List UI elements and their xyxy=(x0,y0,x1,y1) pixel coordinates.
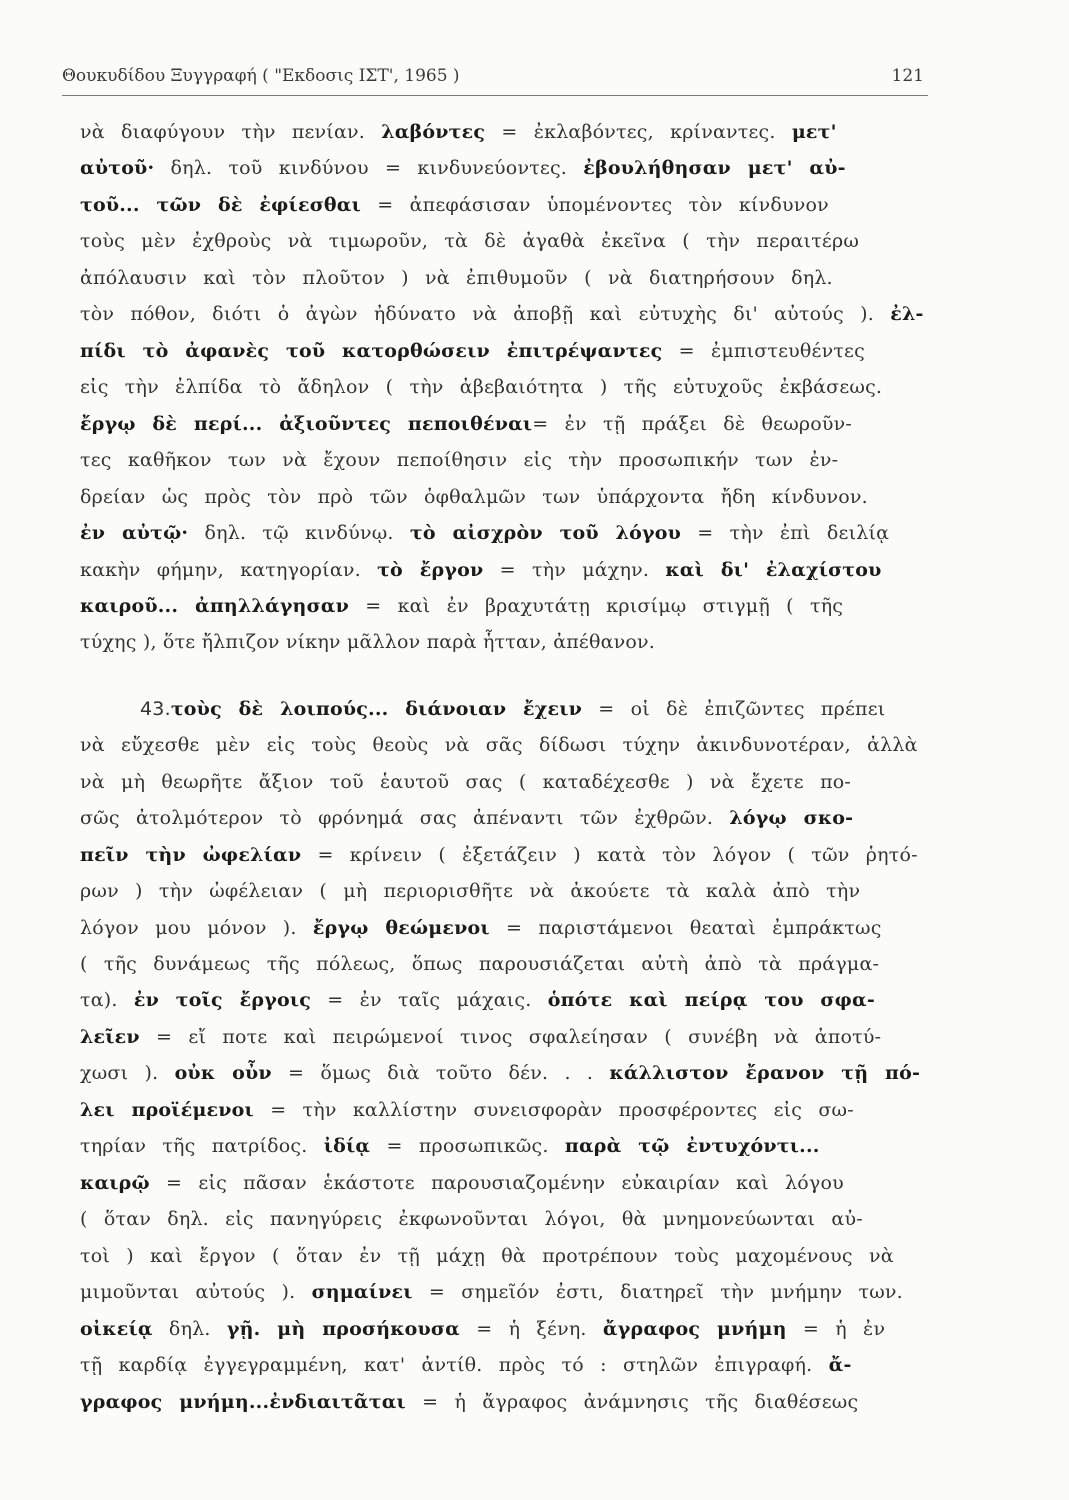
gloss-text: = καὶ ἐν βραχυτάτῃ κρισίμῳ στιγμῇ ( τῆς xyxy=(348,595,844,617)
text-line xyxy=(80,630,655,654)
text-line xyxy=(80,594,843,618)
gloss-text: = ἐμπιστευθέντες xyxy=(662,340,865,362)
text-line xyxy=(80,733,918,757)
text-line xyxy=(80,1353,852,1377)
lemma-term: ἄ- xyxy=(828,1354,852,1376)
gloss-text: = προσωπικῶς. xyxy=(370,1135,565,1157)
text-line xyxy=(80,1171,844,1195)
header-title: Θουκυδίδου Ξυγγραφή ( "Εκδοσις ΙΣΤ', 1965 ) xyxy=(62,66,460,86)
gloss-text: = παριστάμενοι θεαταὶ ἐμπράκτως xyxy=(489,917,882,939)
gloss-text: σῶς ἀτολμότερον τὸ φρόνημά σας ἀπέναντι τῶν ἐχθρῶν. xyxy=(80,807,730,829)
page-number: 121 xyxy=(891,66,924,86)
lemma-term: καιροῦ... ἀπηλλάγησαν xyxy=(80,595,349,617)
text-line xyxy=(80,988,875,1012)
gloss-text: = κρίνειν ( ἐξετάζειν ) κατὰ τὸν λόγον ( τῶν ῥητό- xyxy=(301,844,918,866)
lemma-term: οἰκείᾳ xyxy=(80,1318,153,1340)
text-line xyxy=(80,302,924,326)
text-line xyxy=(80,1280,903,1304)
text-line xyxy=(80,229,859,253)
gloss-text: χωσι ). xyxy=(80,1062,175,1084)
lemma-term: ὁπότε καὶ πείρᾳ του σφα- xyxy=(547,989,875,1011)
gloss-text: = ἐκλαβόντες, κρίναντες. xyxy=(485,121,792,143)
lemma-term: ἰδίᾳ xyxy=(323,1135,371,1157)
text-line xyxy=(80,1207,863,1231)
lemma-term: πίδι τὸ ἀφανὲς τοῦ κατορθώσειν ἐπιτρέψαντες xyxy=(80,340,663,362)
gloss-text: = ἀπεφάσισαν ὑπομένοντες τὸν κίνδυνον xyxy=(361,194,829,216)
lemma-term: γραφος μνήμη...ἐνδιαιτᾶται xyxy=(80,1391,406,1413)
gloss-text: = ἡ ἐν xyxy=(786,1318,886,1340)
lemma-term: καὶ δι' ἐλαχίστου xyxy=(665,559,882,581)
lemma-term: τὸ αἰσχρὸν τοῦ λόγου xyxy=(409,522,682,544)
text-line xyxy=(80,1317,885,1341)
gloss-text: = τὴν μάχην. xyxy=(483,559,666,581)
text-line xyxy=(80,952,879,976)
text-line xyxy=(80,193,829,217)
gloss-text: νὰ διαφύγουν τὴν πενίαν. xyxy=(80,121,382,143)
gloss-text: τῇ καρδίᾳ ἐγγεγραμμένη, κατ' ἀντίθ. πρὸς τό : στηλῶν ἐπιγραφή. xyxy=(80,1354,829,1376)
gloss-text: δηλ. xyxy=(152,1318,227,1340)
lemma-term: ἔργῳ δὲ περί... ἀξιοῦντες πεποιθέναι xyxy=(80,413,533,435)
text-line xyxy=(80,558,882,582)
text-line xyxy=(80,412,852,436)
gloss-text: λόγον μου μόνον ). xyxy=(80,917,313,939)
header-rule xyxy=(62,95,928,96)
text-line xyxy=(80,521,889,545)
lemma-term: λεῖεν xyxy=(80,1026,140,1048)
gloss-text: = τὴν καλλίστην συνεισφορὰν προσφέροντες εἰς σω- xyxy=(253,1099,854,1121)
lemma-term: λαβόντες xyxy=(381,121,486,143)
gloss-text: τοὶ ) καὶ ἔργον ( ὅταν ἐν τῇ μάχῃ θὰ προτρέπουν τοὺς μαχομένους νὰ xyxy=(80,1245,894,1267)
text-line xyxy=(80,266,833,290)
gloss-text: τες καθῆκον των νὰ ἔχουν πεποίθησιν εἰς τὴν προσωπικήν των ἐν- xyxy=(80,449,839,471)
gloss-text: = τὴν ἐπὶ δειλίᾳ xyxy=(681,522,890,544)
gloss-text: εἰς τὴν ἐλπίδα τὸ ἄδηλον ( τὴν ἀβεβαιότητα ) τῆς εὐτυχοῦς ἐκβάσεως. xyxy=(80,376,883,398)
gloss-text: τηρίαν τῆς πατρίδος. xyxy=(80,1135,324,1157)
lemma-term: λει προϊέμενοι xyxy=(80,1099,254,1121)
gloss-text: δηλ. τοῦ κινδύνου = κινδυνεύοντες. xyxy=(154,157,584,179)
gloss-text: ρων ) τὴν ὠφέλειαν ( μὴ περιορισθῆτε νὰ ἀκούετε τὰ καλὰ ἀπὸ τὴν xyxy=(80,880,861,902)
lemma-term: γῇ. μὴ προσήκουσα xyxy=(226,1318,460,1340)
gloss-text: = ἡ ἄγραφος ἀνάμνησις τῆς διαθέσεως xyxy=(405,1391,859,1413)
gloss-text: δηλ. τῷ κινδύνῳ. xyxy=(188,522,410,544)
lemma-term: αὐτοῦ· xyxy=(80,157,155,179)
lemma-term: μετ' xyxy=(791,121,837,143)
text-line xyxy=(80,1390,858,1414)
text-line xyxy=(80,156,846,180)
gloss-text: = σημεῖόν ἐστι, διατηρεῖ τὴν μνήμην των. xyxy=(412,1281,903,1303)
lemma-term: ἔργῳ θεώμενοι xyxy=(312,917,490,939)
text-line xyxy=(80,120,837,144)
gloss-text: = ἐν ταῖς μάχαις. xyxy=(311,989,548,1011)
lemma-term: ἐλ- xyxy=(890,303,924,325)
lemma-term: ἄγραφος μνήμη xyxy=(602,1318,787,1340)
gloss-text: = εἴ ποτε καὶ πειρώμενοί τινος σφαλείησαν ( συνέβη νὰ ἀποτύ- xyxy=(139,1026,882,1048)
text-line xyxy=(80,806,853,830)
gloss-text: μιμοῦνται αὐτούς ). xyxy=(80,1281,312,1303)
text-line xyxy=(80,485,868,509)
text-line xyxy=(80,1244,894,1268)
lemma-term: καιρῷ xyxy=(80,1172,150,1194)
text-line xyxy=(80,879,860,903)
text-line xyxy=(80,375,882,399)
gloss-text: ( ὅταν δηλ. εἰς πανηγύρεις ἐκφωνοῦνται λόγοι, θὰ μνημονεύωνται αὐ- xyxy=(80,1208,863,1230)
gloss-text: ἀπόλαυσιν καὶ τὸν πλοῦτον ) νὰ ἐπιθυμοῦν ( νὰ διατηρήσουν δηλ. xyxy=(80,267,833,289)
gloss-text: τύχης ), ὅτε ἤλπιζον νίκην μᾶλλον παρὰ ἧτταν, ἀπέθανον. xyxy=(80,631,656,653)
lemma-term: τοὺς δὲ λοιπούς... διάνοιαν ἔχειν xyxy=(170,698,582,720)
gloss-text: τοὺς μὲν ἐχθροὺς νὰ τιμωροῦν, τὰ δὲ ἀγαθὰ ἐκεῖνα ( τὴν περαιτέρω xyxy=(80,230,860,252)
gloss-text: = ἡ ξένη. xyxy=(459,1318,603,1340)
text-line xyxy=(80,1098,854,1122)
text-line xyxy=(140,697,885,721)
gloss-text: = ὅμως διὰ τοῦτο δέν. . . xyxy=(271,1062,610,1084)
text-line xyxy=(80,916,882,940)
gloss-text: νὰ μὴ θεωρῆτε ἄξιον τοῦ ἑαυτοῦ σας ( καταδέχεσθε ) νὰ ἔχετε πο- xyxy=(80,771,852,793)
gloss-text: τὸν πόθον, διότι ὁ ἀγὼν ἠδύνατο νὰ ἀποβῇ καὶ εὐτυχὴς δι' αὐτούς ). xyxy=(80,303,891,325)
lemma-term: τὸ ἔργον xyxy=(377,559,484,581)
text-line xyxy=(80,770,851,794)
lemma-term: παρὰ τῷ ἐντυχόντι... xyxy=(564,1135,820,1157)
text-line xyxy=(80,1061,920,1085)
lemma-term: λόγῳ σκο- xyxy=(729,807,854,829)
lemma-term: ἐν τοῖς ἔργοις xyxy=(133,989,311,1011)
text-line xyxy=(80,448,838,472)
gloss-text: νὰ εὔχεσθε μὲν εἰς τοὺς θεοὺς νὰ σᾶς δίδωσι τύχην ἀκινδυνοτέραν, ἀλλὰ xyxy=(80,734,918,756)
gloss-text: δρείαν ὡς πρὸς τὸν πρὸ τῶν ὀφθαλμῶν των ὑπάρχοντα ἤδη κίνδυνον. xyxy=(80,486,868,508)
lemma-term: σημαίνει xyxy=(311,1281,413,1303)
running-header xyxy=(62,62,928,92)
gloss-text: ( τῆς δυνάμεως τῆς πόλεως, ὅπως παρουσιάζεται αὐτὴ ἀπὸ τὰ πράγμα- xyxy=(80,953,880,975)
section-number: 43. xyxy=(140,698,171,720)
text-line xyxy=(80,843,918,867)
lemma-term: οὐκ οὖν xyxy=(174,1062,272,1084)
gloss-text: = εἰς πᾶσαν ἑκάστοτε παρουσιαζομένην εὐκαιρίαν καὶ λόγου xyxy=(149,1172,844,1194)
lemma-term: τοῦ... τῶν δὲ ἐφίεσθαι xyxy=(80,194,361,216)
lemma-term: ἐν αὐτῷ· xyxy=(80,522,189,544)
lemma-term: κάλλιστον ἔρανον τῇ πό- xyxy=(609,1062,921,1084)
gloss-text: τα). xyxy=(80,989,134,1011)
gloss-text: κακὴν φήμην, κατηγορίαν. xyxy=(80,559,378,581)
lemma-term: πεῖν τὴν ὠφελίαν xyxy=(80,844,302,866)
text-line xyxy=(80,1134,820,1158)
gloss-text: = ἐν τῇ πράξει δὲ θεωροῦν- xyxy=(532,413,853,435)
text-line xyxy=(80,339,865,363)
lemma-term: ἐβουλήθησαν μετ' αὐ- xyxy=(583,157,846,179)
gloss-text: = οἱ δὲ ἐπιζῶντες πρέπει xyxy=(582,698,886,720)
text-line xyxy=(80,1025,881,1049)
